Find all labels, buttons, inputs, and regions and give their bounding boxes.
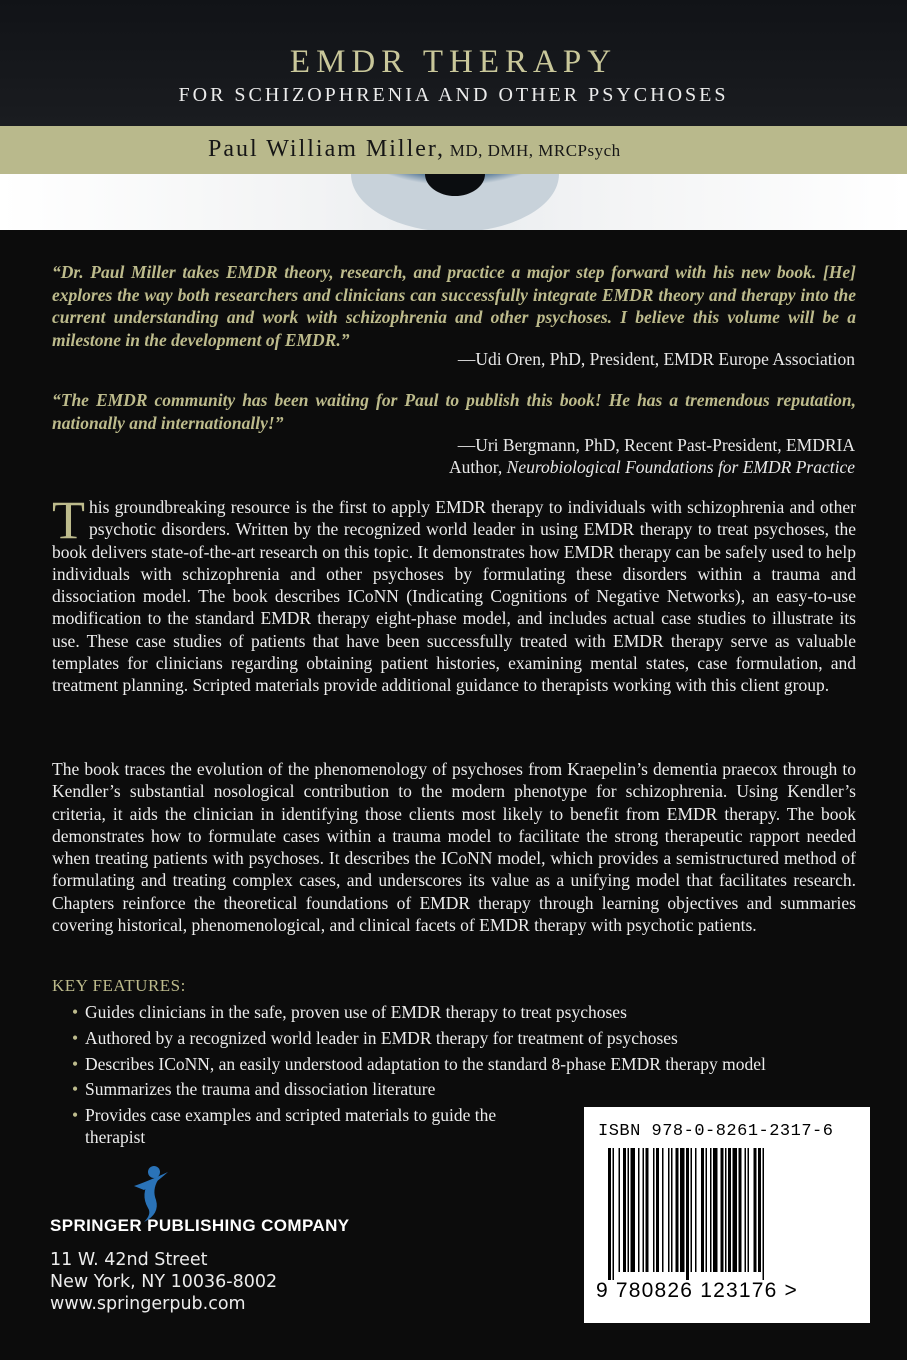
barcode-bar bbox=[619, 1148, 621, 1272]
barcode-bar bbox=[613, 1148, 615, 1280]
barcode-bar bbox=[763, 1148, 765, 1280]
publisher-name: SPRINGER PUBLISHING COMPANY bbox=[50, 1216, 350, 1235]
barcode-bar bbox=[668, 1148, 670, 1272]
address-line-2: New York, NY 10036-8002 bbox=[50, 1272, 278, 1292]
barcode-bar bbox=[725, 1148, 727, 1272]
barcode-bar bbox=[754, 1148, 757, 1272]
description-paragraph-2: The book traces the evolution of the phenomenology of psychoses from Kraepelin’s dementia praecox through to Kendler’s substantial nosological contribution to the modern phenotype for schizophrenia. Using Kendler’s criteria, it aids the clinician in identifying those clients most likely to benefit from EMDR therapy. The book demonstrates how to formulate cases within a trauma model to facilitate the strong therapeutic rapport needed when treating patients with psychoses. It describes the ICoNN model, which provides a semistructured method of formulating and treating complex cases, and underscores its value as a unifying model that facilitates research. Chapters reinforce the theoretical foundations of EMDR therapy through learning objectives and summaries covering historical, phenomenological, and clinical facets of EMDR therapy with psychotic patients. bbox=[52, 759, 856, 936]
list-item: • Describes ICoNN, an easily understood adaptation to the standard 8-phase EMDR therapy model bbox=[52, 1053, 872, 1075]
barcode-bar bbox=[662, 1148, 664, 1272]
endorsement-attribution-1: —Udi Oren, PhD, President, EMDR Europe Association bbox=[457, 349, 855, 369]
barcode-bar bbox=[656, 1148, 659, 1272]
barcode-bar bbox=[623, 1148, 626, 1272]
barcode-bar bbox=[676, 1148, 679, 1272]
author-credentials: MD, DMH, MRCPsych bbox=[444, 141, 621, 160]
barcode-bar bbox=[695, 1148, 697, 1272]
barcode-number: 9 780826 123176 > bbox=[596, 1279, 798, 1302]
key-features-heading: KEY FEATURES: bbox=[52, 976, 186, 995]
barcode-bar bbox=[728, 1148, 731, 1272]
barcode-bar bbox=[710, 1148, 712, 1272]
barcode-bar bbox=[748, 1148, 750, 1272]
list-item: • Authored by a recognized world leader in EMDR therapy for treatment of psychoses bbox=[52, 1027, 872, 1049]
barcode-bar bbox=[721, 1148, 724, 1272]
barcode-bar bbox=[608, 1148, 611, 1280]
book-subtitle: FOR SCHIZOPHRENIA AND OTHER PSYCHOSES bbox=[178, 84, 729, 106]
barcode-bar bbox=[671, 1148, 673, 1272]
publisher-address bbox=[50, 1249, 277, 1315]
barcode-bar bbox=[653, 1148, 655, 1272]
barcode-bar bbox=[713, 1148, 718, 1272]
list-item: • Guides clinicians in the safe, proven use of EMDR therapy to treat psychoses bbox=[52, 1001, 872, 1023]
endorsement-attribution-2: —Uri Bergmann, PhD, Recent Past-President, EMDRIA bbox=[457, 435, 855, 455]
list-item: • Summarizes the trauma and dissociation literature bbox=[52, 1078, 872, 1100]
barcode-bar bbox=[739, 1148, 742, 1272]
description-paragraph-1 bbox=[52, 490, 856, 697]
barcode-bar bbox=[646, 1148, 649, 1272]
paragraph-1-text: his groundbreaking resource is the first to apply EMDR therapy to individuals with schizophrenia and other psychotic disorders. Written by the recognized world leader in using EMDR therapy to treat psychoses, the book delivers state-of-the-art research on this topic. It demonstrates how EMDR therapy can be safely used to help individuals with schizophrenia and other psychoses by formulating these disorders within a trauma and dissociation model. The book describes ICoNN (Indicating Cognitions of Negative Networks), an easy-to-use modification to the standard EMDR therapy eight-phase model, and includes actual case studies to illustrate its use. These case studies of patients that have been successfully treated with EMDR therapy serve as valuable templates for clinicians regarding obtaining patient histories, examining mental states, case formulation, and treatment planning. Scripted materials provide additional guidance to therapists working with this client group. bbox=[52, 497, 856, 696]
address-line-1: 11 W. 42nd Street bbox=[50, 1250, 208, 1270]
isbn-text: ISBN 978-0-8261-2317-6 bbox=[598, 1122, 834, 1141]
endorsement-quote-2: “The EMDR community has been waiting for Paul to publish this book! He has a tremendous reputation, nationally and internationally!” bbox=[52, 390, 856, 433]
barcode-bar bbox=[680, 1148, 685, 1272]
barcode-bar bbox=[631, 1148, 636, 1272]
eye-image-strip bbox=[0, 174, 907, 230]
book-title: EMDR THERAPY bbox=[289, 44, 618, 80]
barcode-bar bbox=[733, 1148, 738, 1272]
barcode-bar bbox=[758, 1148, 761, 1272]
cover-header bbox=[0, 0, 907, 126]
barcode-bar bbox=[745, 1148, 747, 1272]
referenced-book-title: Neurobiological Foundations for EMDR Practice bbox=[506, 457, 855, 477]
barcode-bar bbox=[638, 1148, 640, 1272]
barcode-bar bbox=[686, 1148, 689, 1280]
drop-cap: T bbox=[52, 490, 85, 550]
barcode-icon bbox=[596, 1146, 830, 1282]
barcode-bar bbox=[643, 1148, 645, 1272]
barcode-bar bbox=[701, 1148, 704, 1272]
barcode-bar bbox=[706, 1148, 708, 1272]
publisher-website: www.springerpub.com bbox=[50, 1294, 246, 1314]
endorsement-attribution-2-author bbox=[449, 456, 855, 479]
author-line bbox=[208, 136, 621, 163]
author-prefix: Author, bbox=[449, 457, 507, 477]
barcode-bar bbox=[628, 1148, 630, 1272]
list-item: • Provides case examples and scripted materials to guide the therapist bbox=[52, 1104, 530, 1149]
springer-logo-icon bbox=[48, 1164, 188, 1224]
eye-icon bbox=[0, 174, 907, 230]
barcode-bar bbox=[691, 1148, 693, 1272]
author-name: Paul William Miller, bbox=[208, 136, 445, 162]
endorsement-quote-1: “Dr. Paul Miller takes EMDR theory, research, and practice a major step forward with his new book. [He] explores the way both researchers and clinicians can successfully integrate EMDR theory and therapy into the current understanding and work with schizophrenia and other psychoses. I believe this volume will be a milestone in the development of EMDR.” bbox=[52, 262, 856, 350]
